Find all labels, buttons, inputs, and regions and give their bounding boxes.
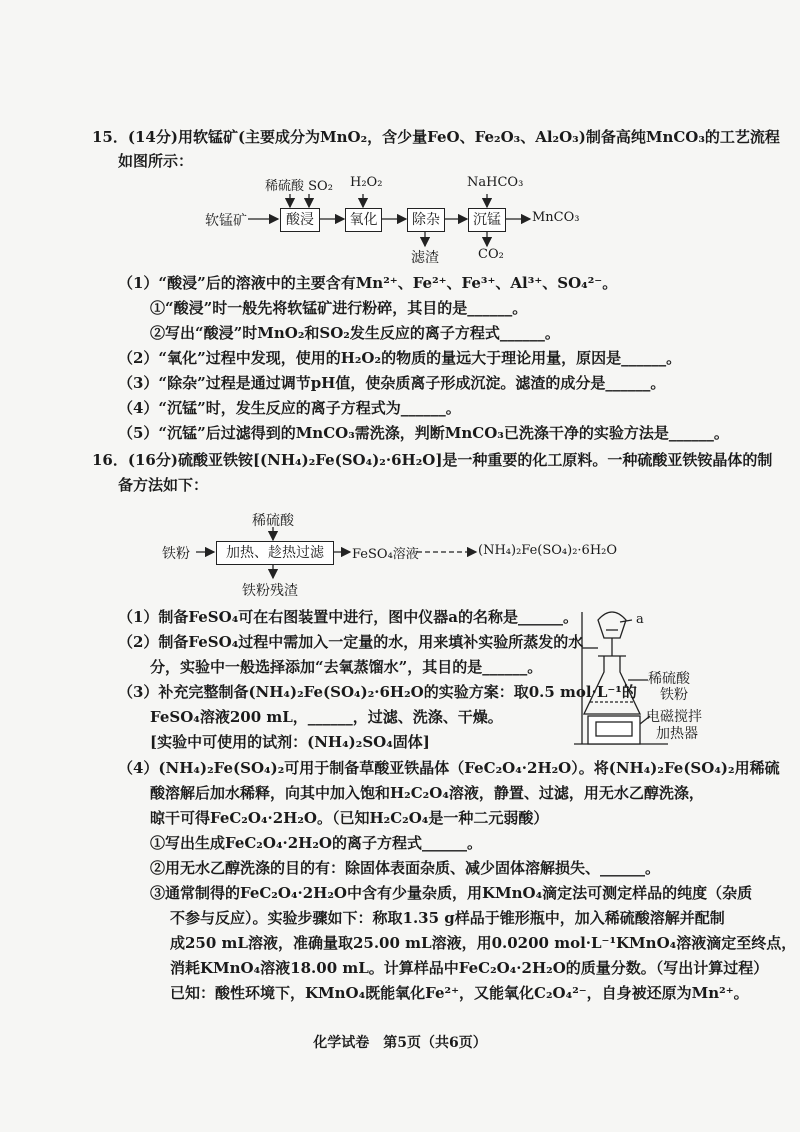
q16-part4-sub3-line1: ③通常制得的FeC₂O₄·2H₂O中含有少量杂质，用KMnO₄滴定法可测定样品的纯度（杂质 [150,884,753,902]
q16-part4-line2: 酸溶解后加水稀释，向其中加入饱和H₂C₂O₄溶液，静置、过滤，用无水乙醇洗涤， [150,784,704,802]
q16-part3-line2: FeSO₄溶液200 mL，______，过滤、洗涤、干燥。 [150,708,503,726]
q15-part1-b: ②写出“酸浸”时MnO₂和SO₂发生反应的离子方程式______。 [150,324,560,342]
apparatus-label-iron: 铁粉 [660,687,688,703]
flow-output-residue: 滤渣 [411,250,439,266]
flow-step-mn-precipitation: 沉锰 [468,208,506,232]
flow-input-dilute-acid: 稀硫酸 [252,513,294,529]
flow-step-impurity-removal: 除杂 [407,208,445,232]
q15-intro-line2: 如图所示： [118,152,194,170]
q16-part4-sub1: ①写出生成FeC₂O₄·2H₂O的离子方程式______。 [150,834,482,852]
flow-step-heat-filter: 加热、趁热过滤 [216,541,334,565]
q15-part1: （1）“酸浸”后的溶液中的主要含有Mn²⁺、Fe²⁺、Fe³⁺、Al³⁺、SO₄²⁻。 [118,274,618,292]
q15-part5: （5）“沉锰”后过滤得到的MnCO₃需洗涤，判断MnCO₃已洗涤干净的实验方法是______。 [118,424,729,442]
q15-part3: （3）“除杂”过程是通过调节pH值，使杂质离子形成沉淀。滤渣的成分是______。 [118,374,666,392]
q16-part2-line1: （2）制备FeSO₄过程中需加入一定量的水，用来填补实验所蒸发的水 [118,633,584,651]
apparatus-label-acid: 稀硫酸 [648,671,690,687]
q16-intro-line1: 16．(16分)硫酸亚铁铵[(NH₄)₂Fe(SO₄)₂·6H₂O]是一种重要的化工原料。一种硫酸亚铁铵晶体的制 [92,451,773,469]
q16-part4-sub3-line2: 不参与反应）。实验步骤如下：称取1.35 g样品于锥形瓶中，加入稀硫酸溶解并配制 [170,909,725,927]
q15-part2: （2）“氧化”过程中发现，使用的H₂O₂的物质的量远大于理论用量，原因是______。 [118,349,682,367]
flow-end-label: MnCO₃ [532,210,580,225]
apparatus-label-a: a [636,612,644,627]
q16-part4-note: 已知：酸性环境下，KMnO₄既能氧化Fe²⁺，又能氧化C₂O₄²⁻，自身被还原为Mn²⁺。 [170,984,749,1002]
flow-end-product: (NH₄)₂Fe(SO₄)₂·6H₂O [478,543,618,558]
q16-part4-sub3-line4: 消耗KMnO₄溶液18.00 mL。计算样品中FeC₂O₄·2H₂O的质量分数。（写出计算过程） [170,959,769,977]
flow-start-label: 软锰矿 [205,213,247,229]
flow-input-h2o2: H₂O₂ [350,175,383,190]
q15-part4: （4）“沉锰”时，发生反应的离子方程式为______。 [118,399,461,417]
q15-intro-line1: 15．(14分)用软锰矿(主要成分为MnO₂，含少量FeO、Fe₂O₃、Al₂O₃)制备高纯MnCO₃的工艺流程 [92,128,780,146]
q16-part4-line1: （4）(NH₄)₂Fe(SO₄)₂可用于制备草酸亚铁晶体（FeC₂O₄·2H₂O）。将(NH₄)₂Fe(SO₄)₂用稀硫 [118,759,780,777]
q16-part4-line3: 晾干可得FeC₂O₄·2H₂O。（已知H₂C₂O₄是一种二元弱酸） [150,809,549,827]
flow-mid-feso4: FeSO₄溶液 [352,547,419,562]
page-footer: 化学试卷 第5页（共6页） [313,1035,487,1051]
q16-part1: （1）制备FeSO₄可在右图装置中进行，图中仪器a的名称是______。 [118,608,578,626]
flow-input-nahco3: NaHCO₃ [467,175,524,190]
q16-part4-sub2: ②用无水乙醇洗涤的目的有：除固体表面杂质、减少固体溶解损失、______。 [150,859,661,877]
q16-part3-line3: [实验中可使用的试剂：(NH₄)₂SO₄固体] [150,733,430,751]
q16-part4-sub3-line3: 成250 mL溶液，准确量取25.00 mL溶液，用0.0200 mol·L⁻¹KMnO₄溶液滴定至终点， [170,934,797,952]
flow-start-iron-powder: 铁粉 [162,546,190,562]
apparatus-label-stirrer: 电磁搅拌 [646,709,702,725]
q16-intro-line2: 备方法如下： [118,476,209,494]
flow-input-acid-so2: 稀硫酸 SO₂ [265,179,333,194]
flow-step-acid-leach: 酸浸 [280,208,320,232]
flow-step-oxidation: 氧化 [345,208,382,232]
q15-part1-a: ①“酸浸”时一般先将软锰矿进行粉碎，其目的是______。 [150,299,528,317]
apparatus-label-heater: 加热器 [656,726,698,742]
flow-output-iron-residue: 铁粉残渣 [242,583,298,599]
flow-output-co2: CO₂ [478,247,504,262]
q16-part2-line2: 分，实验中一般选择添加“去氧蒸馏水”，其目的是______。 [150,658,543,676]
q16-part3-line1: （3）补充完整制备(NH₄)₂Fe(SO₄)₂·6H₂O的实验方案：取0.5 mol·L⁻¹的 [118,683,637,701]
